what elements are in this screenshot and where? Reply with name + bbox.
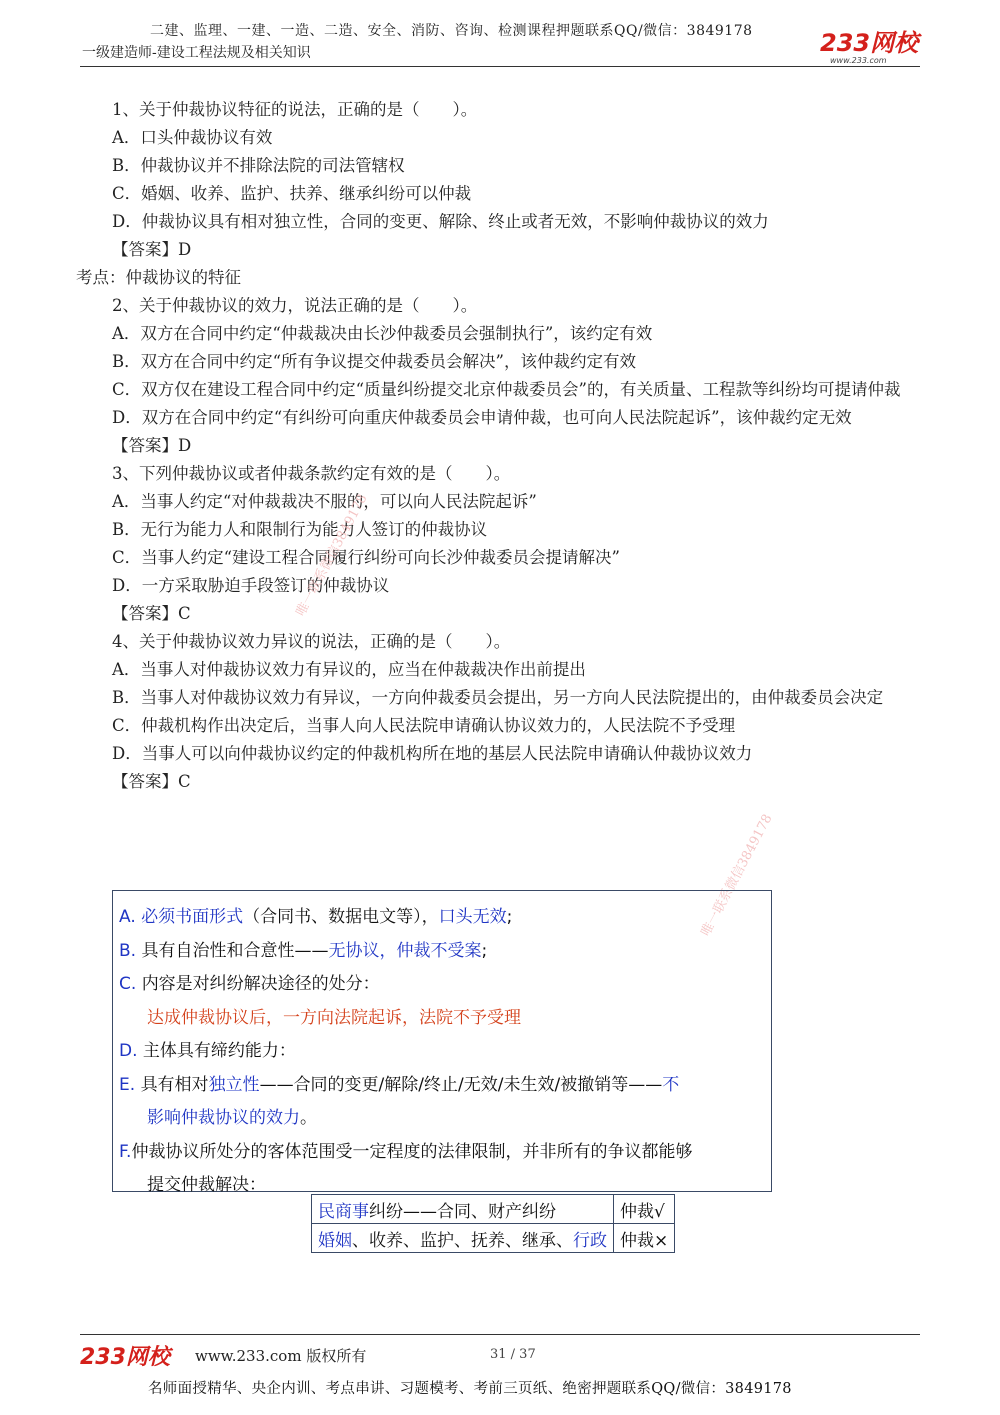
header-contact-line: 二建、监理、一建、一造、二造、安全、消防、咨询、检测课程押题联系QQ/微信：3849178 bbox=[150, 23, 753, 39]
question-line: A．当事人约定“对仲裁裁决不服的，可以向人民法院起诉” bbox=[112, 492, 537, 511]
question-line: A．当事人对仲裁协议效力有异议的，应当在仲裁裁决作出前提出 bbox=[112, 660, 586, 679]
note-line-d: D. 主体具有缔约能力： bbox=[119, 1041, 296, 1061]
question-body bbox=[76, 96, 926, 796]
note-line-f: F.仲裁协议所处分的客体范围受一定程度的法律限制，并非所有的争议都能够 bbox=[119, 1141, 693, 1162]
note-line-a: A. 必须书面形式（合同书、数据电文等），口头无效; bbox=[119, 907, 513, 927]
footer-divider bbox=[80, 1334, 920, 1335]
question-line: B．无行为能力人和限制行为能力人签订的仲裁协议 bbox=[112, 520, 488, 539]
note-line-e-cont: 影响仲裁协议的效力。 bbox=[147, 1108, 317, 1128]
question-line: 2、关于仲裁协议的效力，说法正确的是（ ）。 bbox=[112, 296, 478, 315]
table-cell: 婚姻、收养、监护、抚养、继承、行政 bbox=[312, 1224, 614, 1253]
note-line-c: C. 内容是对纠纷解决途径的处分： bbox=[119, 974, 380, 994]
question-line: B．双方在合同中约定“所有争议提交仲裁委员会解决”，该仲裁约定有效 bbox=[112, 352, 636, 371]
question-line: 【答案】D bbox=[112, 240, 192, 259]
question-line: C．仲裁机构作出决定后，当事人向人民法院申请确认协议效力的，人民法院不予受理 bbox=[112, 716, 736, 735]
question-line: 3、下列仲裁协议或者仲裁条款约定有效的是（ ）。 bbox=[112, 464, 511, 483]
question-line: A．双方在合同中约定“仲裁裁决由长沙仲裁委员会强制执行”，该约定有效 bbox=[112, 324, 653, 343]
question-line: 【答案】C bbox=[112, 772, 191, 791]
note-line-f-cont: 提交仲裁解决： bbox=[147, 1175, 266, 1195]
question-line: A．口头仲裁协议有效 bbox=[112, 128, 273, 147]
header-subtitle: 一级建造师-建设工程法规及相关知识 bbox=[82, 45, 311, 61]
footer-copyright: www.233.com 版权所有 bbox=[195, 1347, 367, 1365]
note-line-e: E. 具有相对独立性——合同的变更/解除/终止/无效/未生效/被撤销等——不 bbox=[119, 1074, 680, 1095]
header-divider bbox=[80, 66, 920, 67]
page-number: 31 / 37 bbox=[490, 1347, 536, 1362]
table-row bbox=[312, 1195, 675, 1224]
logo-text: 233网校 bbox=[820, 29, 919, 57]
footer-contact-line: 名师面授精华、央企内训、考点串讲、习题模考、考前三页纸、绝密押题联系QQ/微信：3849178 bbox=[148, 1381, 792, 1397]
note-line-c-detail: 达成仲裁协议后，一方向法院起诉，法院不予受理 bbox=[147, 1007, 521, 1028]
question-line: D．仲裁协议具有相对独立性，合同的变更、解除、终止或者无效，不影响仲裁协议的效力 bbox=[112, 212, 769, 231]
question-line: B．当事人对仲裁协议效力有异议，一方向仲裁委员会提出，另一方向人民法院提出的，由仲裁委员会决定 bbox=[112, 688, 884, 707]
question-line: D．当事人可以向仲裁协议约定的仲裁机构所在地的基层人民法院申请确认仲裁协议效力 bbox=[112, 744, 753, 763]
table-cell: 民商事纠纷——合同、财产纠纷 bbox=[312, 1195, 614, 1224]
question-line: D．一方采取胁迫手段签订的仲裁协议 bbox=[112, 576, 390, 595]
question-line: C．双方仅在建设工程合同中约定“质量纠纷提交北京仲裁委员会”的，有关质量、工程款等纠纷均可提请仲裁 bbox=[112, 380, 901, 399]
question-line: C．当事人约定“建设工程合同履行纠纷可向长沙仲裁委员会提请解决” bbox=[112, 548, 620, 567]
question-line: B．仲裁协议并不排除法院的司法管辖权 bbox=[112, 156, 405, 175]
header-logo bbox=[820, 30, 930, 64]
question-line: 4、关于仲裁协议效力异议的说法，正确的是（ ）。 bbox=[112, 632, 511, 651]
question-line: 1、关于仲裁协议特征的说法，正确的是（ ）。 bbox=[112, 100, 478, 119]
watermark-text: 唯一联系微信3849178 bbox=[293, 491, 371, 619]
question-line: C．婚姻、收养、监护、扶养、继承纠纷可以仲裁 bbox=[112, 184, 472, 203]
watermark-text: 唯一联系微信3849178 bbox=[698, 811, 776, 939]
summary-note-box bbox=[112, 890, 772, 1195]
table-cell: 仲裁× bbox=[614, 1224, 675, 1253]
logo-url: www.233.com bbox=[830, 56, 887, 65]
question-line: 【答案】D bbox=[112, 436, 192, 455]
question-line: 考点：仲裁协议的特征 bbox=[76, 268, 241, 287]
question-line: D．双方在合同中约定“有纠纷可向重庆仲裁委员会申请仲裁，也可向人民法院起诉”，该仲裁约定无效 bbox=[112, 408, 852, 427]
question-line: 【答案】C bbox=[112, 604, 191, 623]
note-line-b: B. 具有自治性和合意性——无协议，仲裁不受案; bbox=[119, 940, 488, 961]
arbitration-scope-table bbox=[311, 1194, 675, 1253]
footer-logo: 233网校 bbox=[80, 1345, 170, 1370]
table-cell: 仲裁√ bbox=[614, 1195, 675, 1224]
table-row bbox=[312, 1224, 675, 1253]
